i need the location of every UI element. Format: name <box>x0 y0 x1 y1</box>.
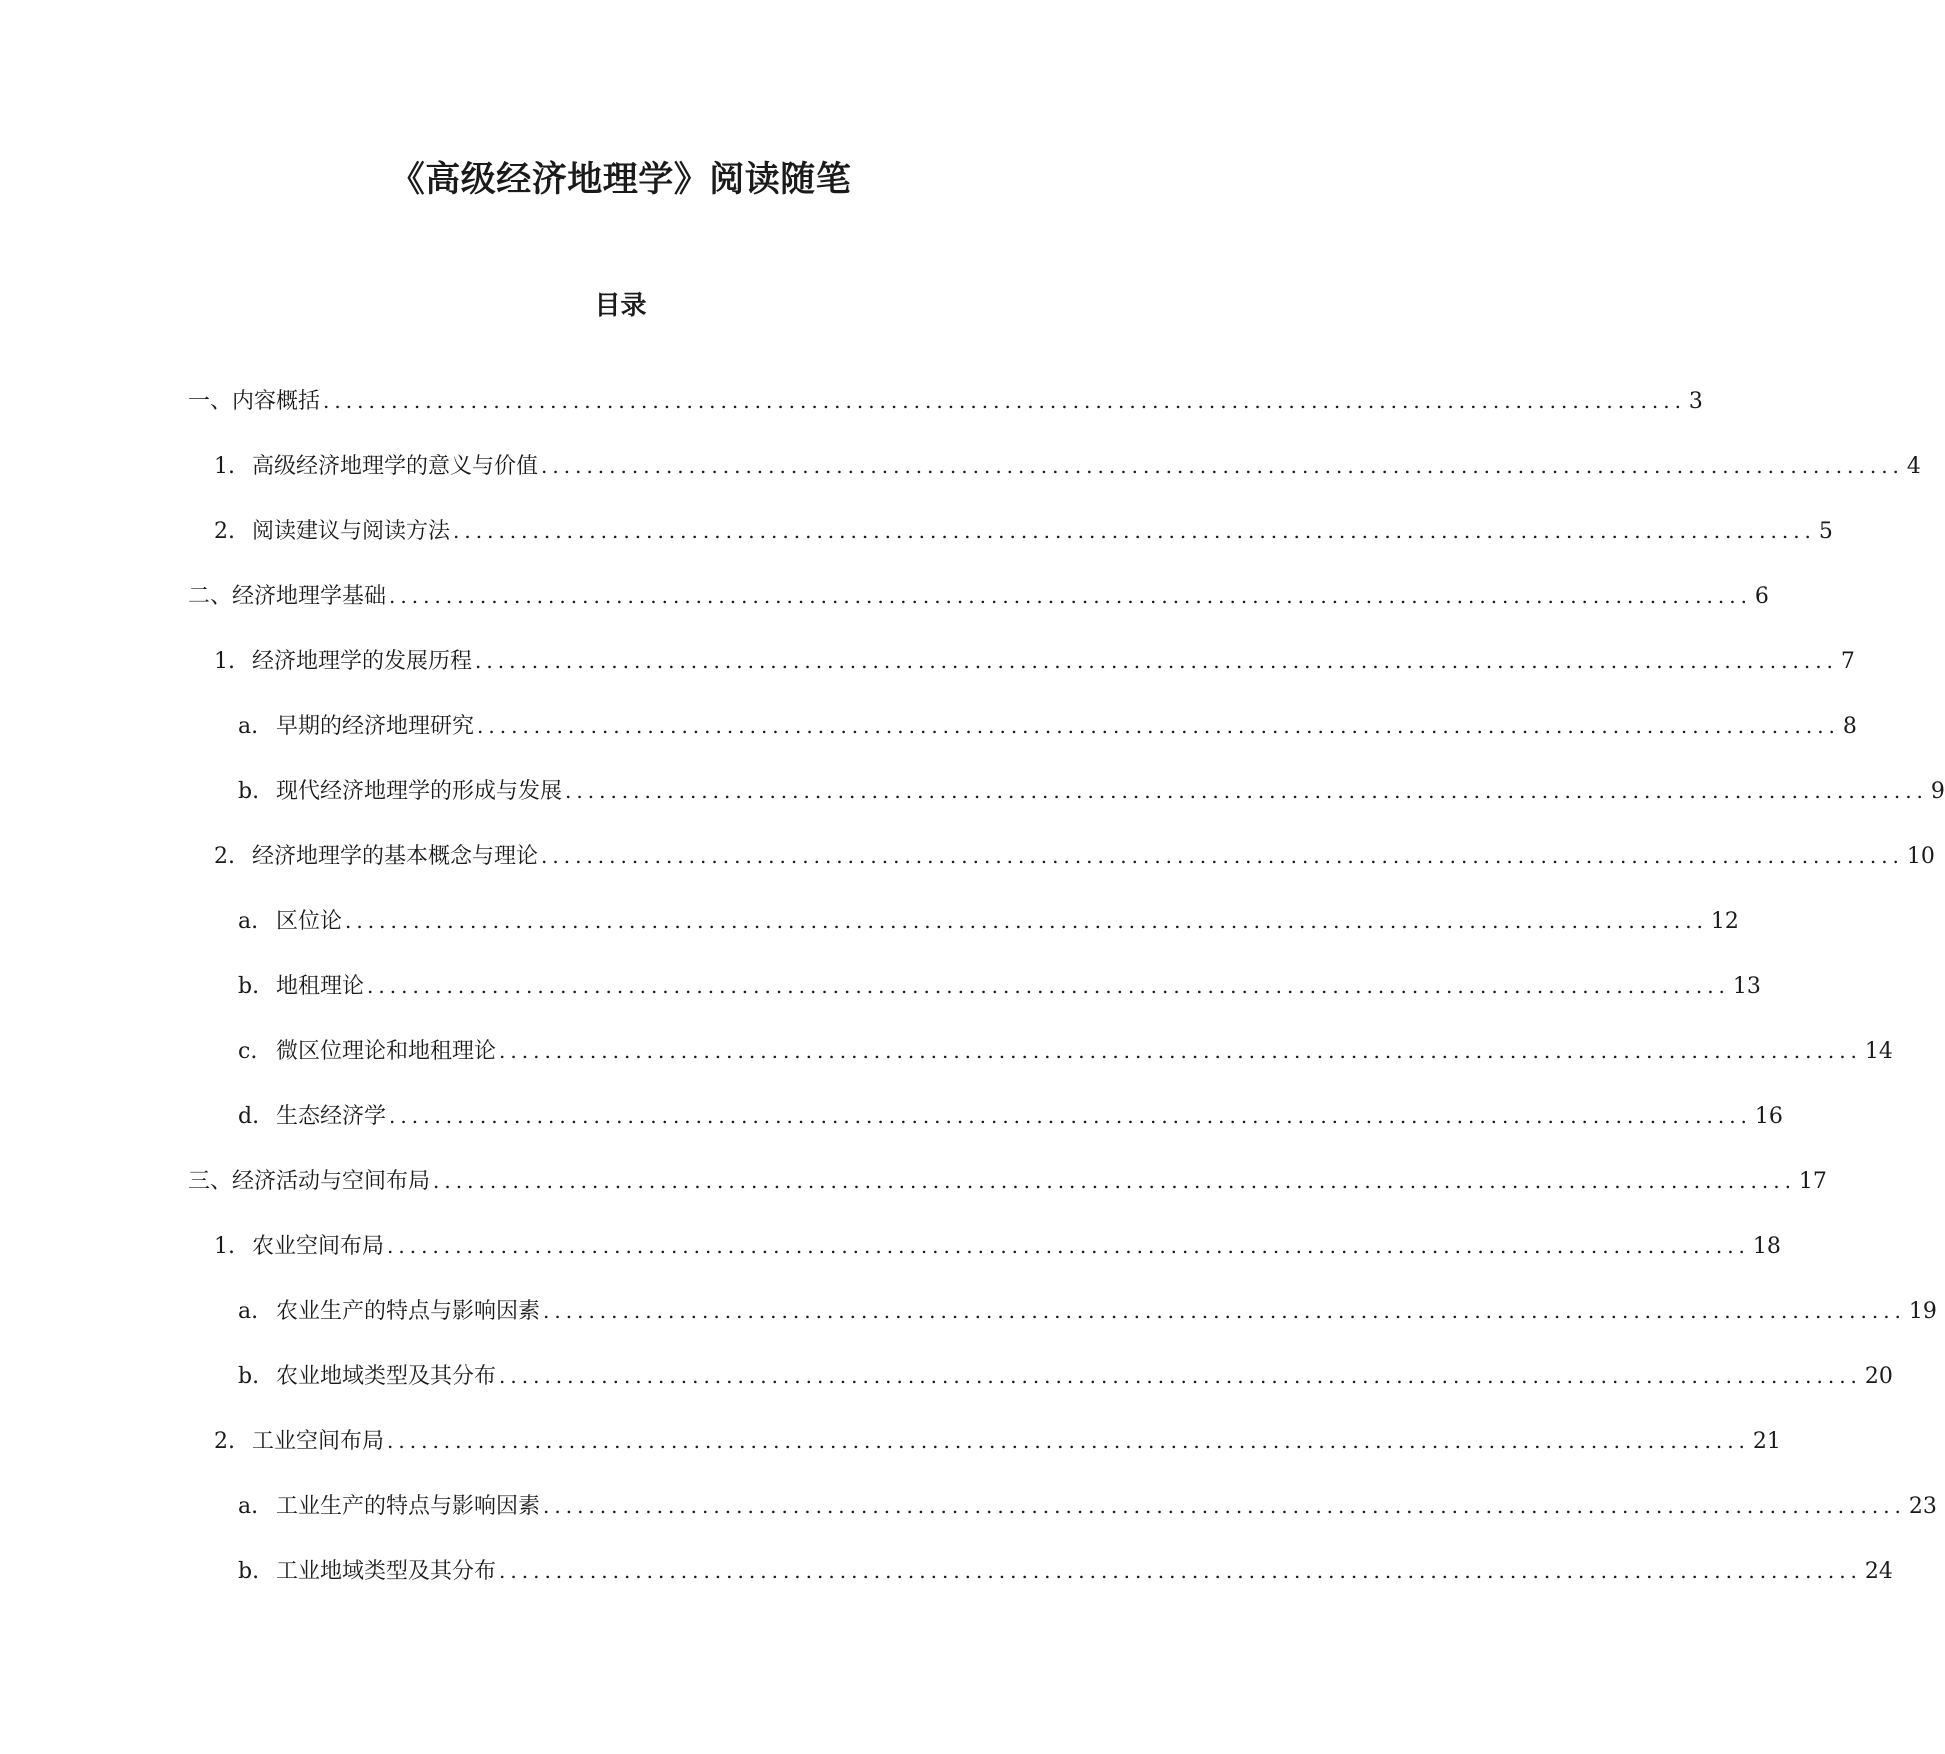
toc-entry-page-number: 12 <box>1710 909 1739 934</box>
toc-entry-page-number: 9 <box>1930 779 1945 804</box>
toc-entry-number: d. <box>238 1104 260 1129</box>
toc-dot-leader: ........................................................................................................................ <box>387 1429 1750 1453</box>
toc-entry-page-number: 6 <box>1754 584 1769 609</box>
toc-dot-leader: ........................................................................................................................ <box>499 1364 1862 1388</box>
toc-entry-row <box>238 1361 1893 1392</box>
toc-dot-leader: ........................................................................................................................ <box>565 779 1928 803</box>
toc-entry[interactable] <box>0 378 1703 443</box>
toc-entry-title: 内容概括 <box>232 389 321 414</box>
toc-entry-page-number: 17 <box>1798 1169 1827 1194</box>
toc-entry-number: b. <box>238 1364 260 1389</box>
toc-dot-leader: ........................................................................................................................ <box>499 1559 1862 1583</box>
toc-dot-leader: ........................................................................................................................ <box>541 844 1904 868</box>
toc-entry-title: 阅读建议与阅读方法 <box>252 519 451 544</box>
toc-entry-row <box>214 1426 1781 1457</box>
toc-dot-leader: ........................................................................................................................ <box>389 584 1752 608</box>
toc-entry[interactable] <box>0 768 1945 833</box>
toc-entry[interactable] <box>0 833 1935 898</box>
toc-entry-title: 工业地域类型及其分布 <box>276 1559 497 1584</box>
toc-entry-number: 二、 <box>188 584 233 609</box>
toc-entry-page-number: 23 <box>1908 1494 1937 1519</box>
toc-entry-title: 高级经济地理学的意义与价值 <box>252 454 539 479</box>
toc-entry-row <box>214 1231 1781 1262</box>
toc-entry[interactable] <box>0 1483 1937 1548</box>
toc-entry[interactable] <box>0 638 1855 703</box>
toc-entry-number: a. <box>238 1494 259 1519</box>
toc-dot-leader: ........................................................................................................................ <box>387 1234 1750 1258</box>
toc-dot-leader: ........................................................................................................................ <box>453 519 1816 543</box>
toc-entry-page-number: 5 <box>1818 519 1833 544</box>
toc-entry[interactable] <box>0 898 1739 963</box>
toc-entry-row <box>238 906 1739 937</box>
toc-entry-title: 生态经济学 <box>276 1104 387 1129</box>
toc-entry-page-number: 14 <box>1864 1039 1893 1064</box>
toc-entry-row <box>238 1556 1893 1587</box>
toc-entry[interactable] <box>0 1288 1937 1353</box>
toc-entry[interactable] <box>0 1548 1893 1613</box>
toc-entry[interactable] <box>0 703 1857 768</box>
toc-entry-number: a. <box>238 1299 259 1324</box>
toc-entry-row <box>188 581 1769 612</box>
toc-entry-number: 一、 <box>188 389 233 414</box>
toc-dot-leader: ........................................................................................................................ <box>543 1494 1906 1518</box>
toc-dot-leader: ........................................................................................................................ <box>499 1039 1862 1063</box>
toc-entry-title: 经济活动与空间布局 <box>232 1169 431 1194</box>
toc-entry-row <box>238 776 1945 807</box>
toc-entry-page-number: 16 <box>1754 1104 1783 1129</box>
toc-entry[interactable] <box>0 1093 1783 1158</box>
toc-entry-title: 经济地理学基础 <box>232 584 387 609</box>
toc-entry[interactable] <box>0 1158 1827 1223</box>
toc-entry-number: 2. <box>214 844 235 869</box>
toc-entry-title: 农业生产的特点与影响因素 <box>276 1299 541 1324</box>
toc-entry-number: b. <box>238 1559 260 1584</box>
toc-entry-number: 三、 <box>188 1169 233 1194</box>
toc-entry[interactable] <box>0 573 1769 638</box>
toc-entry[interactable] <box>0 963 1761 1028</box>
toc-dot-leader: ........................................................................................................................ <box>367 974 1730 998</box>
toc-entry-page-number: 10 <box>1906 844 1935 869</box>
toc-entry-title: 农业空间布局 <box>252 1234 385 1259</box>
toc-entry-page-number: 18 <box>1752 1234 1781 1259</box>
toc-entry-row <box>238 711 1857 742</box>
toc-entry-page-number: 20 <box>1864 1364 1893 1389</box>
toc-entry-page-number: 8 <box>1842 714 1857 739</box>
toc-entry-title: 农业地域类型及其分布 <box>276 1364 497 1389</box>
toc-entry-page-number: 21 <box>1752 1429 1781 1454</box>
toc-entry[interactable] <box>0 1353 1893 1418</box>
toc-entry-title: 工业生产的特点与影响因素 <box>276 1494 541 1519</box>
toc-entry-title: 经济地理学的基本概念与理论 <box>252 844 539 869</box>
toc-entry-title: 区位论 <box>276 909 343 934</box>
toc-heading: 目录 <box>594 291 647 321</box>
toc-entry-number: c. <box>238 1039 258 1064</box>
toc-dot-leader: ........................................................................................................................ <box>389 1104 1752 1128</box>
toc-entry[interactable] <box>0 1223 1781 1288</box>
toc-entry-number: 1. <box>214 454 235 479</box>
toc-entry-page-number: 3 <box>1688 389 1703 414</box>
toc-entry-title: 经济地理学的发展历程 <box>252 649 473 674</box>
toc-entry-row <box>188 1166 1827 1197</box>
toc-entry[interactable] <box>0 508 1833 573</box>
toc-entry-number: 2. <box>214 519 235 544</box>
toc-entry-title: 微区位理论和地租理论 <box>276 1039 497 1064</box>
toc-entry-page-number: 7 <box>1840 649 1855 674</box>
toc-entry-row <box>214 841 1935 872</box>
toc-entry-number: 2. <box>214 1429 235 1454</box>
toc-entry-number: 1. <box>214 649 235 674</box>
toc-entry-row <box>214 646 1855 677</box>
toc-entry-page-number: 19 <box>1908 1299 1937 1324</box>
table-of-contents <box>0 378 1945 1613</box>
toc-dot-leader: ........................................................................................................................ <box>541 454 1904 478</box>
toc-entry-row <box>214 451 1921 482</box>
toc-dot-leader: ........................................................................................................................ <box>345 909 1708 933</box>
toc-entry-row <box>238 971 1761 1002</box>
toc-dot-leader: ........................................................................................................................ <box>323 389 1686 413</box>
toc-entry[interactable] <box>0 443 1921 508</box>
toc-entry-number: b. <box>238 779 260 804</box>
toc-entry-number: a. <box>238 714 259 739</box>
toc-entry[interactable] <box>0 1028 1893 1093</box>
toc-entry-number: b. <box>238 974 260 999</box>
toc-dot-leader: ........................................................................................................................ <box>475 649 1838 673</box>
toc-entry-row <box>238 1296 1937 1327</box>
toc-dot-leader: ........................................................................................................................ <box>433 1169 1796 1193</box>
toc-entry-page-number: 4 <box>1906 454 1921 479</box>
toc-dot-leader: ........................................................................................................................ <box>543 1299 1906 1323</box>
toc-entry-row <box>238 1036 1893 1067</box>
toc-entry-number: a. <box>238 909 259 934</box>
toc-entry-title: 工业空间布局 <box>252 1429 385 1454</box>
toc-entry-row <box>214 516 1833 547</box>
toc-entry-page-number: 24 <box>1864 1559 1893 1584</box>
toc-entry-row <box>238 1491 1937 1522</box>
toc-entry-title: 现代经济地理学的形成与发展 <box>276 779 563 804</box>
toc-entry-page-number: 13 <box>1732 974 1761 999</box>
toc-entry[interactable] <box>0 1418 1781 1483</box>
toc-entry-number: 1. <box>214 1234 235 1259</box>
toc-dot-leader: ........................................................................................................................ <box>477 714 1840 738</box>
toc-entry-row <box>188 386 1703 417</box>
toc-entry-title: 早期的经济地理研究 <box>276 714 475 739</box>
toc-entry-title: 地租理论 <box>276 974 365 999</box>
document-title: 《高级经济地理学》阅读随笔 <box>389 160 852 200</box>
toc-entry-row <box>238 1101 1783 1132</box>
